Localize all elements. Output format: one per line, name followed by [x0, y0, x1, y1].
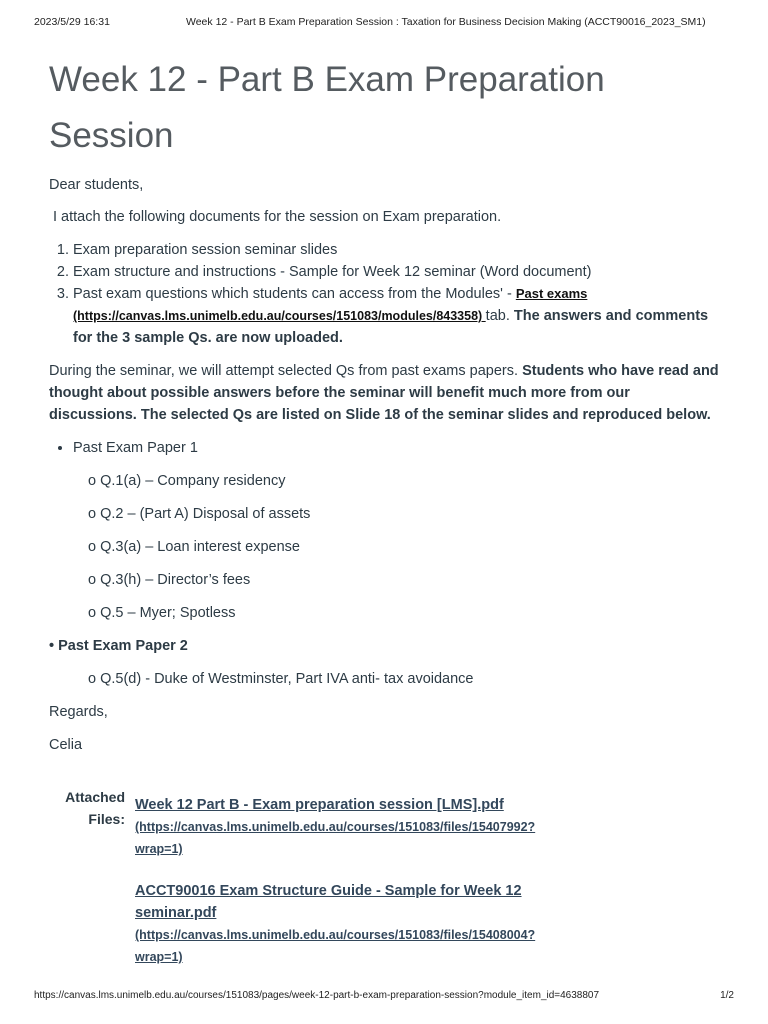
attached-file-url-cont[interactable]: wrap=1) [135, 950, 183, 964]
greeting: Dear students, [49, 177, 144, 193]
attached-file [135, 880, 605, 968]
page-content [49, 52, 721, 756]
print-page-number: 1/2 [720, 990, 734, 1001]
question-item: o Q.3(h) – Director’s fees [88, 572, 251, 588]
attached-file-link[interactable]: Week 12 Part B - Exam preparation session [LMS].pdf [135, 797, 504, 813]
page-title: Week 12 - Part B Exam Preparation Session [49, 60, 605, 155]
signature: Celia [49, 737, 83, 753]
print-page-url: https://canvas.lms.unimelb.edu.au/courses/151083/pages/week-12-part-b-exam-preparation-session?module_item_id=4638807 [34, 990, 600, 1001]
print-timestamp: 2023/5/29 16:31 [34, 16, 110, 28]
paper1-list [49, 437, 721, 459]
seminar-paragraph [49, 360, 721, 426]
seminar-bold-text: Students who have read and thought about possible answers before the seminar will benefit much more from our discussions. The selected Qs are listed on Slide 18 of the seminar slides and reproduced below. [49, 363, 719, 423]
attached-label-line1: Attached [65, 789, 125, 805]
attached-file-url[interactable]: (https://canvas.lms.unimelb.edu.au/courses/151083/files/15408004? [135, 928, 536, 942]
seminar-text: During the seminar, we will attempt selected Qs from past exams papers. [49, 363, 523, 379]
attached-files-list [135, 794, 605, 988]
document-list [49, 239, 721, 349]
print-document-title: Week 12 - Part B Exam Preparation Session : Taxation for Business Decision Making (ACCT90016_2023_SM1) [186, 16, 706, 28]
regards: Regards, [49, 704, 108, 720]
question-item: o Q.2 – (Part A) Disposal of assets [88, 506, 311, 522]
attached-file [135, 794, 605, 860]
question-item: o Q.1(a) – Company residency [88, 473, 286, 489]
paper2-question: o Q.5(d) - Duke of Westminster, Part IVA anti- tax avoidance [88, 671, 474, 687]
attached-file-url-cont[interactable]: wrap=1) [135, 842, 183, 856]
question-item: o Q.5 – Myer; Spotless [88, 605, 236, 621]
print-footer [34, 990, 734, 1004]
paper1-label: • Past Exam Paper 1 [73, 437, 721, 459]
document-item: 1. Exam preparation session seminar slides [73, 239, 721, 261]
document-item: 2. Exam structure and instructions - Sample for Week 12 seminar (Word document) [73, 261, 721, 283]
past-exams-url[interactable]: (https://canvas.lms.unimelb.edu.au/courses/151083/modules/843358) [73, 309, 486, 323]
past-exams-link[interactable]: Past exams [515, 286, 588, 301]
attach-intro: I attach the following documents for the session on Exam preparation. [53, 209, 502, 225]
attached-file-link[interactable]: ACCT90016 Exam Structure Guide - Sample for Week 12 seminar.pdf [135, 883, 522, 921]
tab-suffix: tab. [485, 308, 514, 324]
attached-label-line2: Files: [88, 811, 125, 827]
print-header [34, 16, 734, 30]
paper1-questions [49, 470, 721, 624]
question-item: o Q.3(a) – Loan interest expense [88, 539, 300, 555]
document-item [73, 283, 721, 349]
document-item-text: Past exam questions which students can access from the Modules' - [73, 286, 516, 302]
attached-file-url[interactable]: (https://canvas.lms.unimelb.edu.au/courses/151083/files/15407992? [135, 820, 536, 834]
attached-files-label [49, 786, 125, 830]
answers-note: The answers and comments for the 3 sample Qs. are now uploaded. [73, 308, 709, 346]
paper2-label: • Past Exam Paper 2 [49, 638, 188, 654]
